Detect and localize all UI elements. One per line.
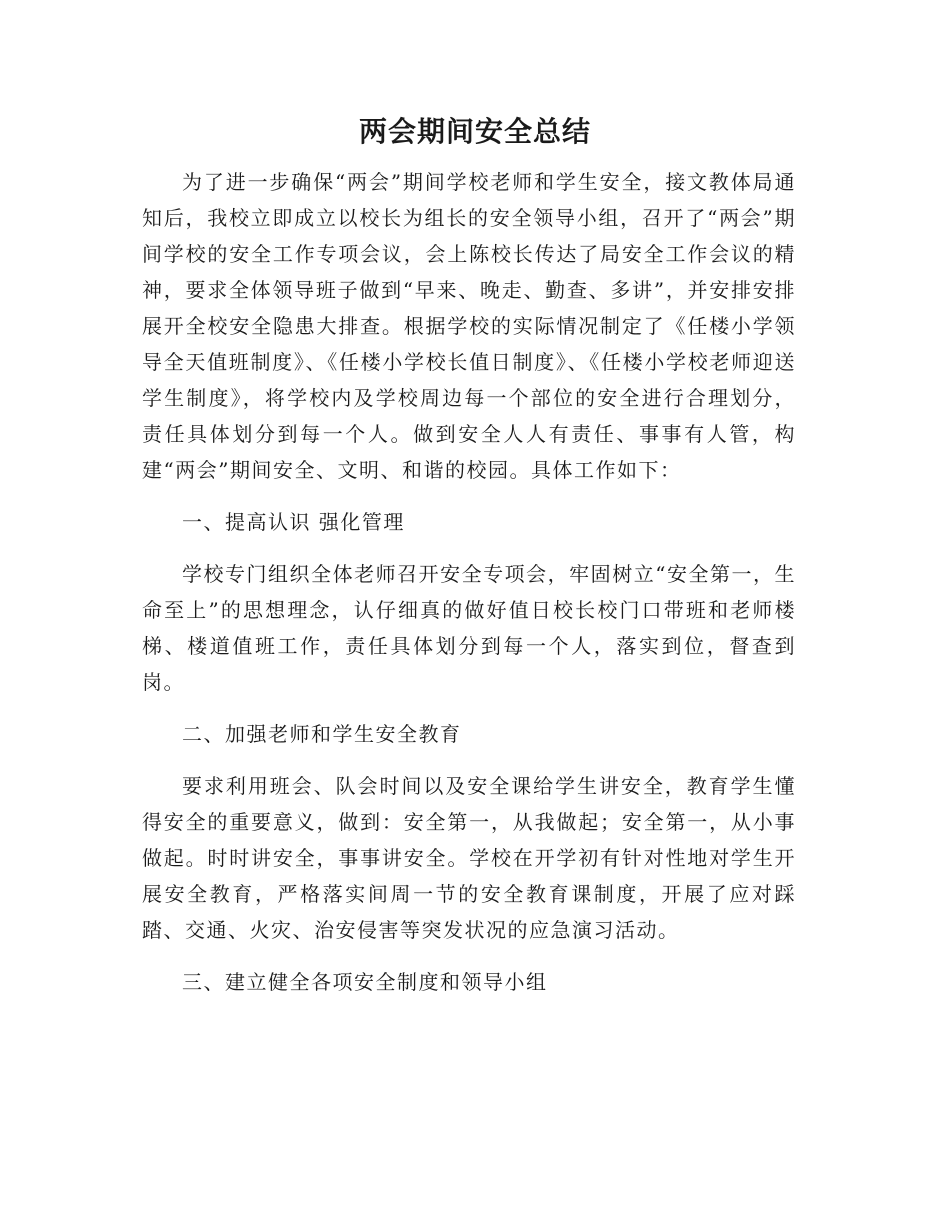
section-heading-2: 二、加强老师和学生安全教育 (182, 722, 462, 746)
section-body-1: 学校专门组织全体老师召开安全专项会，牢固树立“安全第一，生命至上”的思想理念，认仔细真的做好值日校长校门口带班和老师楼梯、楼道值班工作，责任具体划分到每一个人，落实到位，督查到岗。 (142, 562, 796, 694)
document-body (142, 164, 796, 1000)
section-body-2: 要求利用班会、队会时间以及安全课给学生讲安全，教育学生懂得安全的重要意义，做到：安全第一，从我做起；安全第一，从小事做起。时时讲安全，事事讲安全。学校在开学初有针对性地对学生开展安全教育，严格落实间周一节的安全教育课制度，开展了应对踩踏、交通、火灾、治安侵害等突发状况的应急演习活动。 (142, 774, 796, 942)
document-title: 两会期间安全总结 (358, 115, 591, 148)
section-heading-3: 三、建立健全各项安全制度和领导小组 (182, 970, 548, 994)
section-heading-1: 一、提高认识 强化管理 (182, 510, 405, 534)
intro-paragraph: 为了进一步确保“两会”期间学校老师和学生安全，接文教体局通知后，我校立即成立以校长为组长的安全领导小组，召开了“两会”期间学校的安全工作专项会议，会上陈校长传达了局安全工作会议的精神，要求全体领导班子做到“早来、晚走、勤查、多讲”，并安排安排展开全校安全隐患大排查。根据学校的实际情况制定了《任楼小学领导全天值班制度》、《任楼小学校长值日制度》、《任楼小学校老师迎送学生制度》，将学校内及学校周边每一个部位的安全进行合理划分，责任具体划分到每一个人。做到安全人人有责任、事事有人管，构建“两会”期间安全、文明、和谐的校园。具体工作如下： (142, 170, 796, 482)
